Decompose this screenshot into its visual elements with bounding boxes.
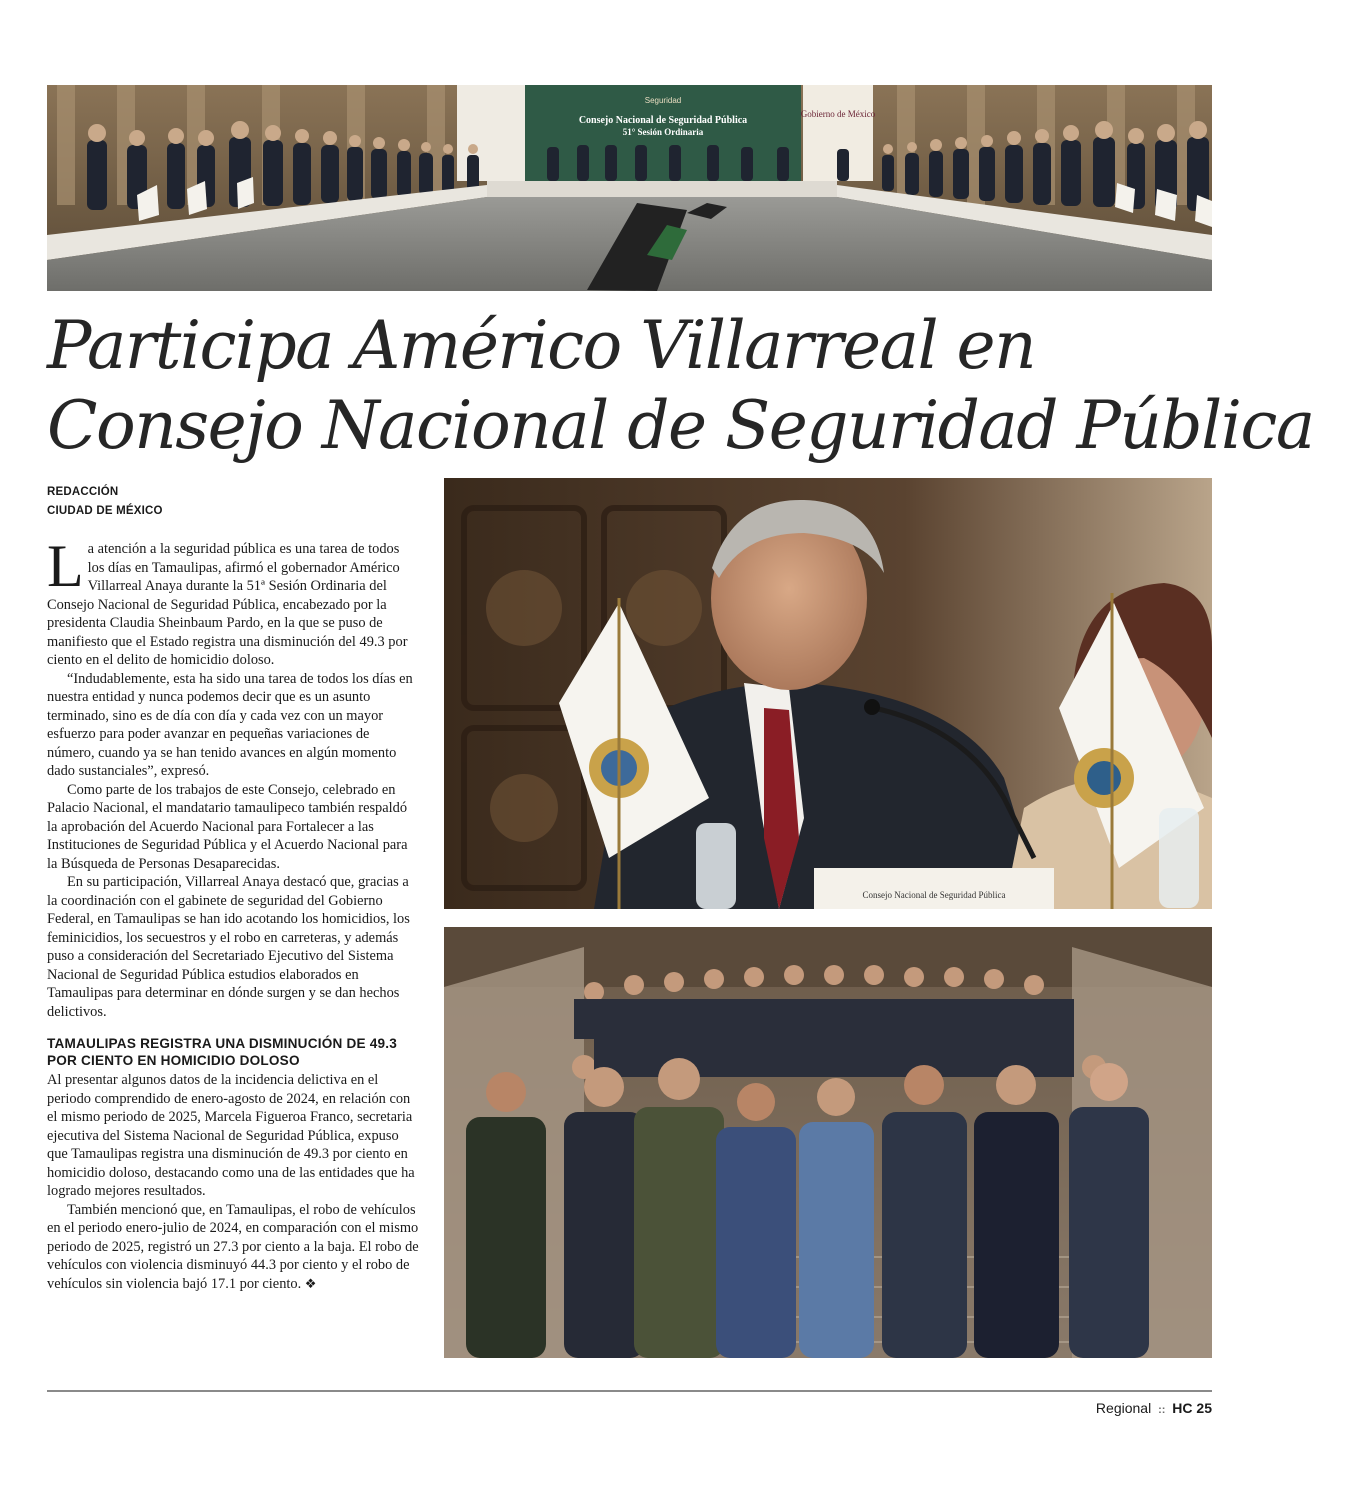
article-paragraph-5: Al presentar algunos datos de la incidencia delictiva en el periodo comprendido de enero-agosto de 2024, en relación con el mismo periodo de 2025, Marcela Figueroa Franco, secretaria ejecutiva del Sistema Nacional de Seguridad Pública, expuso que Tamaulipas registra una disminución de 49.3 por ciento en homicidio doloso, destacando como una de las entidades que ha logrado mejores resultados. (47, 1072, 415, 1199)
footer-rule (47, 1390, 1212, 1392)
photo-group-officials (444, 927, 1212, 1358)
page-footer (1096, 1400, 1212, 1416)
name-placard: Consejo Nacional de Seguridad Pública (862, 890, 1006, 900)
photo-governor-speaking (444, 478, 1212, 909)
footer-page-number: 25 (1196, 1400, 1212, 1416)
headline (47, 306, 1314, 466)
article-paragraph-6-text: También mencionó que, en Tamaulipas, el robo de vehículos en el periodo enero-julio de 2024, en comparación con el mismo periodo de 2025, registró un 27.3 por ciento a la baja. El robo de vehículos con violencia disminuyó 44.3 por ciento y el robo de vehículos sin violencia bajó 17.1 por ciento. (47, 1201, 419, 1292)
governor-photo-illustration (444, 478, 1212, 909)
article-paragraph-4: En su participación, Villarreal Anaya destacó que, gracias a la coordinación con el gabinete de seguridad del Gobierno Federal, en Tamaulipas se han ido acotando los homicidios, los feminicidios, los secuestros y el robo en carreteras, y además puso a consideración del Secretariado Ejecutivo del Sistema Nacional de Seguridad Pública estudios elaborados en Tamaulipas para determinar en dónde surgen y se dan hechos delictivos. (47, 874, 410, 1020)
banner-title: Consejo Nacional de Seguridad Pública (578, 115, 748, 126)
article-paragraph-6 (47, 1201, 419, 1294)
byline-location: CIUDAD DE MÉXICO (47, 505, 163, 517)
end-mark-icon: ❖ (304, 1275, 317, 1291)
headline-line-2: Consejo Nacional de Seguridad Pública (47, 387, 1314, 464)
article-paragraph-1 (47, 533, 419, 670)
banner-session: 51° Sesión Ordinaria (622, 127, 704, 137)
headline-line-1: Participa Américo Villarreal en (47, 307, 1036, 384)
byline-author: REDACCIÓN (47, 486, 119, 498)
drop-cap: L (47, 533, 84, 599)
footer-separator: :: (1158, 1404, 1166, 1416)
article-paragraph-2: “Indudablemente, esta ha sido una tarea de todos los días en nuestra entidad y nunca podemos decir que es un asunto terminado, sino es de día con día y cada vez con un mayor esfuerzo para poder avanzar en pequeñas variaciones de número, cuando ya se han tenido avances en algún momento dado sustanciales”, expresó. (47, 670, 413, 779)
top-photo-council-session (47, 85, 1212, 291)
banner-logo-right: Gobierno de México (800, 109, 876, 119)
group-photo-illustration (444, 927, 1212, 1358)
footer-section: Regional (1095, 1400, 1152, 1416)
council-session-illustration (47, 85, 1212, 291)
article-paragraph-1-text: a atención a la seguridad pública es una tarea de todos los días en Tamaulipas, afirmó el gobernador Américo Villarreal Anaya durante la 51ª Sesión Ordinaria del Consejo Nacional de Seguridad Pública, encabezado por la presidenta Claudia Sheinbaum Pardo, en la que se puso de manifiesto que el Estado registra una disminución del 49.3 por ciento en el delito de homicidio doloso. (47, 541, 408, 668)
article-subhead: TAMAULIPAS REGISTRA UNA DISMINUCIÓN DE 49.3 POR CIENTO EN HOMICIDIO DOLOSO (47, 1036, 397, 1068)
footer-publication: HC (1172, 1400, 1193, 1416)
article-paragraph-3: Como parte de los trabajos de este Consejo, celebrado en Palacio Nacional, el mandatario tamaulipeco también respaldó la aprobación del Acuerdo Nacional para Fortalecer a las Instituciones de Seguridad Pública y el Acuerdo Nacional para la Búsqueda de Personas Desaparecidas. (47, 781, 408, 872)
banner-logos: Seguridad (644, 96, 682, 105)
article-body (47, 533, 419, 1293)
